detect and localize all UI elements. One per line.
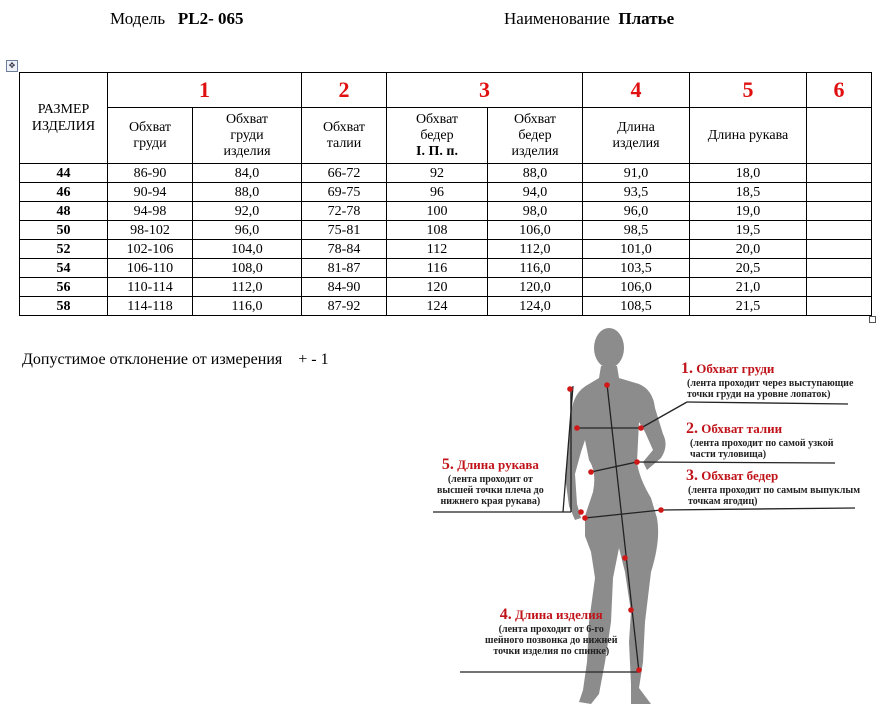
tolerance-label: Допустимое отклонение от измерения [22, 351, 283, 368]
value-cell: 108 [387, 221, 488, 240]
value-cell: 19,5 [690, 221, 807, 240]
column-header-text: Обхват [322, 119, 366, 135]
name-label: Наименование [504, 9, 610, 28]
value-cell: 102-106 [108, 240, 193, 259]
label-sleeve-desc-1: (лента проходит от [447, 474, 533, 485]
value-cell: 18,5 [690, 183, 807, 202]
value-cell: 84-90 [302, 278, 387, 297]
value-cell: 112,0 [193, 278, 302, 297]
value-cell [807, 259, 872, 278]
table-row [20, 183, 872, 202]
label-bust-title: Обхват груди [696, 361, 775, 376]
label-waist-num: 2. [686, 420, 698, 437]
table-row [20, 240, 872, 259]
value-cell: 81-87 [302, 259, 387, 278]
value-cell: 19,0 [690, 202, 807, 221]
label-sleeve-desc-3: нижнего края рукава) [440, 496, 541, 507]
label-sleeve-num: 5. [441, 456, 454, 473]
value-cell: 91,0 [583, 164, 690, 183]
label-hips [686, 467, 860, 507]
size-header-cell [20, 73, 108, 164]
table-row [20, 278, 872, 297]
value-cell: 108,5 [583, 297, 690, 316]
column-header-text: изделия [223, 143, 271, 159]
tolerance-line [22, 351, 329, 369]
column-header-text: Обхват [415, 111, 459, 127]
column-header-text: Обхват [225, 111, 269, 127]
label-length-desc-2: шейного позвонка до нижней [485, 635, 618, 646]
label-hips-desc-2: точкам ягодиц) [688, 496, 758, 507]
label-waist [686, 420, 834, 460]
value-cell: 114-118 [108, 297, 193, 316]
label-length-title: Длина изделия [515, 607, 603, 622]
column-header-text: I. П. п. [416, 143, 458, 159]
col-number-5: 5 [690, 73, 807, 108]
column-header-2 [193, 108, 302, 164]
size-table [19, 72, 872, 316]
table-row [20, 202, 872, 221]
column-header-text: Длина [617, 119, 655, 135]
col-number-4: 4 [583, 73, 690, 108]
value-cell: 124 [387, 297, 488, 316]
value-cell: 106,0 [583, 278, 690, 297]
value-cell: 69-75 [302, 183, 387, 202]
table-row [20, 164, 872, 183]
label-bust-desc-2: точки груди на уровне лопаток) [687, 389, 831, 400]
column-header-row [20, 108, 872, 164]
label-sleeve-title: Длина рукава [457, 457, 539, 472]
tolerance-value: + - 1 [298, 351, 329, 368]
value-cell: 66-72 [302, 164, 387, 183]
label-bust-num: 1. [681, 360, 693, 377]
column-header-4 [387, 108, 488, 164]
value-cell: 96,0 [193, 221, 302, 240]
value-cell: 21,5 [690, 297, 807, 316]
col-number-2: 2 [302, 73, 387, 108]
label-waist-title: Обхват талии [701, 421, 783, 436]
value-cell: 96,0 [583, 202, 690, 221]
size-header: РАЗМЕР ИЗДЕЛИЯ [31, 102, 96, 134]
value-cell: 106,0 [488, 221, 583, 240]
value-cell [807, 183, 872, 202]
label-length-desc-1: (лента проходит от 6-го [498, 624, 604, 635]
value-cell [807, 240, 872, 259]
value-cell: 98,0 [488, 202, 583, 221]
column-header-7 [690, 108, 807, 164]
column-header-text: груди [230, 127, 264, 143]
size-cell: 46 [20, 183, 108, 202]
value-cell: 18,0 [690, 164, 807, 183]
value-cell: 110-114 [108, 278, 193, 297]
value-cell [807, 202, 872, 221]
value-cell: 116,0 [193, 297, 302, 316]
column-header-text: Длина рукава [707, 127, 789, 143]
col-number-1: 1 [108, 73, 302, 108]
value-cell: 101,0 [583, 240, 690, 259]
value-cell: 20,0 [690, 240, 807, 259]
value-cell: 108,0 [193, 259, 302, 278]
value-cell: 94-98 [108, 202, 193, 221]
value-cell: 90-94 [108, 183, 193, 202]
column-header-1 [108, 108, 193, 164]
value-cell: 112,0 [488, 240, 583, 259]
value-cell: 84,0 [193, 164, 302, 183]
label-hips-desc-1: (лента проходит по самым выпуклым [688, 485, 861, 496]
label-hips-num: 3. [686, 467, 698, 484]
value-cell: 112 [387, 240, 488, 259]
column-header-text: изделия [511, 143, 559, 159]
name-line [504, 9, 674, 29]
value-cell [807, 297, 872, 316]
value-cell: 20,5 [690, 259, 807, 278]
value-cell: 98-102 [108, 221, 193, 240]
value-cell: 86-90 [108, 164, 193, 183]
column-header-text: изделия [612, 135, 660, 151]
size-cell: 54 [20, 259, 108, 278]
value-cell: 78-84 [302, 240, 387, 259]
value-cell: 124,0 [488, 297, 583, 316]
value-cell: 21,0 [690, 278, 807, 297]
label-waist-desc-2: части туловища) [690, 449, 767, 460]
label-length-desc-3: точки изделия по спинке) [493, 646, 610, 657]
measurement-diagram [425, 322, 877, 712]
col-number-6: 6 [807, 73, 872, 108]
column-header-8 [807, 108, 872, 164]
value-cell: 87-92 [302, 297, 387, 316]
table-row [20, 221, 872, 240]
column-header-3 [302, 108, 387, 164]
label-bust [681, 360, 853, 400]
value-cell [807, 164, 872, 183]
column-header-text: груди [133, 135, 167, 151]
label-sleeve-desc-2: высшей точки плеча до [437, 485, 544, 496]
model-line [110, 9, 244, 29]
column-header-text: талии [326, 135, 362, 151]
value-cell: 94,0 [488, 183, 583, 202]
value-cell [807, 221, 872, 240]
value-cell: 120,0 [488, 278, 583, 297]
label-garment-length [485, 606, 617, 657]
value-cell: 116,0 [488, 259, 583, 278]
label-hips-title: Обхват бедер [701, 468, 779, 483]
value-cell: 92 [387, 164, 488, 183]
value-cell: 88,0 [488, 164, 583, 183]
table-row [20, 259, 872, 278]
column-header-text: Обхват [128, 119, 172, 135]
value-cell: 92,0 [193, 202, 302, 221]
column-header-text: бедер [518, 127, 552, 143]
value-cell [807, 278, 872, 297]
value-cell: 120 [387, 278, 488, 297]
size-cell: 44 [20, 164, 108, 183]
size-cell: 52 [20, 240, 108, 259]
value-cell: 103,5 [583, 259, 690, 278]
size-cell: 58 [20, 297, 108, 316]
model-value: PL2- 065 [177, 9, 244, 28]
value-cell: 98,5 [583, 221, 690, 240]
value-cell: 88,0 [193, 183, 302, 202]
size-cell: 48 [20, 202, 108, 221]
label-length-num: 4. [499, 606, 512, 623]
label-sleeve-length [437, 456, 544, 507]
table-row [20, 297, 872, 316]
label-waist-desc-1: (лента проходит по самой узкой [690, 438, 834, 449]
column-header-5 [488, 108, 583, 164]
value-cell: 72-78 [302, 202, 387, 221]
column-header-6 [583, 108, 690, 164]
value-cell: 93,5 [583, 183, 690, 202]
value-cell: 75-81 [302, 221, 387, 240]
table-body [20, 164, 872, 316]
value-cell: 116 [387, 259, 488, 278]
name-value: Платье [618, 9, 675, 28]
column-header-text: бедер [420, 127, 454, 143]
value-cell: 104,0 [193, 240, 302, 259]
column-header-text: Обхват [513, 111, 557, 127]
table-move-handle-icon[interactable]: ✥ [6, 60, 18, 72]
size-cell: 50 [20, 221, 108, 240]
col-number-3: 3 [387, 73, 583, 108]
label-bust-desc-1: (лента проходит через выступающие [687, 378, 854, 389]
value-cell: 106-110 [108, 259, 193, 278]
model-label: Модель [110, 9, 166, 28]
value-cell: 100 [387, 202, 488, 221]
size-cell: 56 [20, 278, 108, 297]
value-cell: 96 [387, 183, 488, 202]
